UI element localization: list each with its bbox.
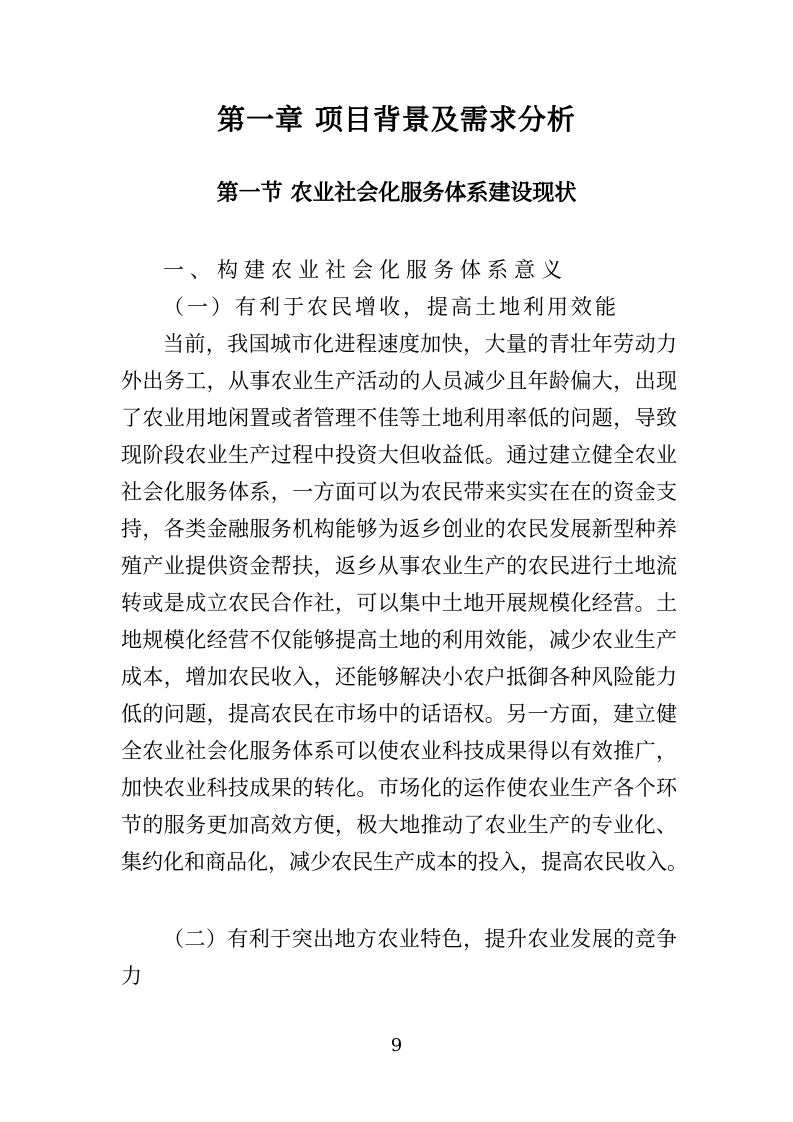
page-number: 9 xyxy=(390,1035,403,1056)
paragraph-line: 持，各类金融服务机构能够为返乡创业的农民发展新型种养 xyxy=(121,517,677,541)
paragraph-line: 外出务工，从事农业生产活动的人员减少且年龄偏大，出现 xyxy=(121,369,677,393)
subheading-line: 力 xyxy=(121,964,148,988)
paragraph-line: 转或是成立农民合作社，可以集中土地开展规模化经营。土 xyxy=(121,591,677,615)
section-title: 第一节 农业社会化服务体系建设现状 xyxy=(216,180,577,206)
paragraph-line: 成本，增加农民收入，还能够解决小农户抵御各种风险能力 xyxy=(121,665,677,689)
subheading-line: （二）有利于突出地方农业特色，提升农业发展的竞争 xyxy=(163,927,677,951)
paragraph-line: 集约化和商品化，减少农民生产成本的投入，提高农民收入。 xyxy=(121,850,688,874)
paragraph-line: 当前，我国城市化进程速度加快，大量的青壮年劳动力 xyxy=(163,332,677,356)
paragraph-line: 节的服务更加高效方便，极大地推动了农业生产的专业化、 xyxy=(121,813,677,837)
paragraph-line: 地规模化经营不仅能够提高土地的利用效能，减少农业生产 xyxy=(121,628,677,652)
paragraph-line: 社会化服务体系，一方面可以为农民带来实实在在的资金支 xyxy=(121,480,677,504)
heading-1: 一、构建农业社会化服务体系意义 xyxy=(163,258,568,282)
paragraph-line: 了农业用地闲置或者管理不佳等土地利用率低的问题，导致 xyxy=(121,406,677,430)
paragraph-line: 现阶段农业生产过程中投资大但收益低。通过建立健全农业 xyxy=(121,443,677,467)
paragraph-line: 全农业社会化服务体系可以使农业科技成果得以有效推广， xyxy=(121,739,677,763)
paragraph-line: 殖产业提供资金帮扶，返乡从事农业生产的农民进行土地流 xyxy=(121,554,677,578)
chapter-title: 第一章 项目背景及需求分析 xyxy=(217,103,576,136)
paragraph-line: 加快农业科技成果的转化。市场化的运作使农业生产各个环 xyxy=(121,776,677,800)
subheading-1: （一）有利于农民增收，提高土地利用效能 xyxy=(163,295,619,319)
paragraph-line: 低的问题，提高农民在市场中的话语权。另一方面，建立健 xyxy=(121,702,677,726)
